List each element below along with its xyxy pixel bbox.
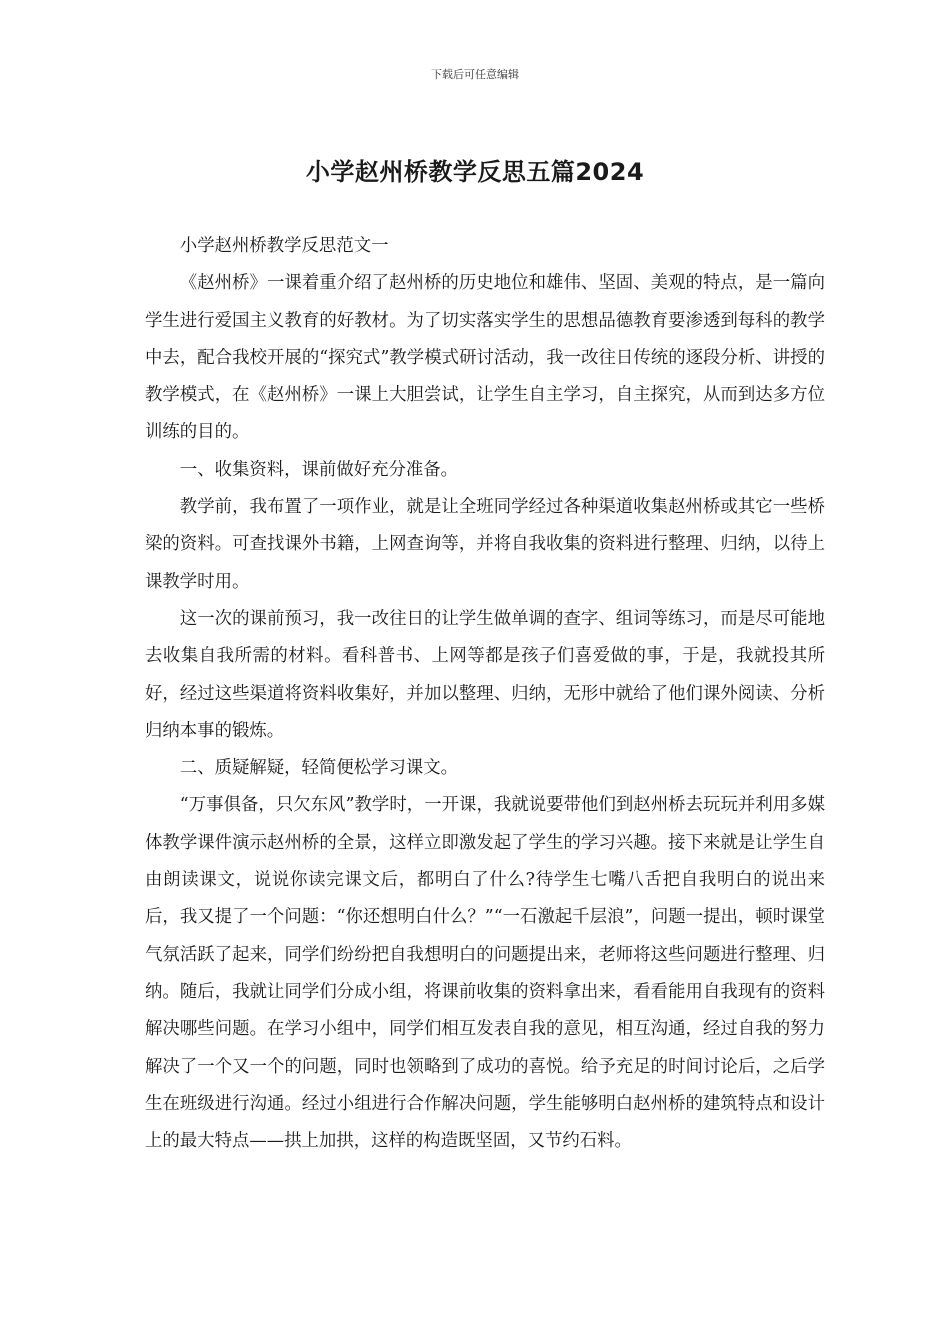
paragraph: 教学前，我布置了一项作业，就是让全班同学经过各种渠道收集赵州桥或其它一些桥梁的资料。可查找课外书籍，上网查询等，并将自我收集的资料进行整理、归纳，以待上课教学时用。 [145,497,825,592]
paragraph: 这一次的课前预习，我一改往日的让学生做单调的查字、组词等练习，而是尽可能地去收集自我所需的材料。看科普书、上网等都是孩子们喜爱做的事，于是，我就投其所好，经过这些渠道将资料收集好，并加以整理、归纳，无形中就给了他们课外阅读、分析归纳本事的锻炼。 [145,608,825,741]
document-title: 小学赵州桥教学反思五篇2024 [305,158,645,186]
document-body [145,228,825,1160]
subheading: 二、质疑解疑，轻简便松学习课文。 [179,758,459,779]
section-heading: 小学赵州桥教学反思范文一 [179,236,389,256]
paragraph: 《赵州桥》一课着重介绍了赵州桥的历史地位和雄伟、坚固、美观的特点，是一篇向学生进行爱国主义教育的好教材。为了切实落实学生的思想品德教育要渗透到每科的教学中去，配合我校开展的“探究式”教学模式研讨活动，我一改往日传统的逐段分析、讲授的教学模式，在《赵州桥》一课上大胆尝试，让学生自主学习，自主探究，从而到达多方位训练的目的。 [145,273,825,443]
header-note: 下载后可任意编辑 [431,68,519,81]
paragraph: “万事俱备，只欠东风”教学时，一开课，我就说要带他们到赵州桥去玩玩并利用多媒体教学课件演示赵州桥的全景，这样立即激发起了学生的学习兴趣。接下来就是让学生自由朗读课文，说说你读完课文后，都明白了什么?待学生七嘴八舌把自我明白的说出来后，我又提了一个问题：“你还想明白什么？”“一石激起千层浪”，问题一提出，顿时课堂气氛活跃了起来，同学们纷纷把自我想明白的问题提出来，老师将这些问题进行整理、归纳。随后，我就让同学们分成小组，将课前收集的资料拿出来，看看能用自我现有的资料解决哪些问题。在学习小组中，同学们相互发表自我的意见，相互沟通，经过自我的努力解决了一个又一个的问题，同时也领略到了成功的喜悦。给予充足的时间讨论后，之后学生在班级进行沟通。经过小组进行合作解决问题，学生能够明白赵州桥的建筑特点和设计上的最大特点——拱上加拱，这样的构造既坚固，又节约石料。 [145,795,825,1152]
subheading: 一、收集资料，课前做好充分准备。 [179,459,459,480]
